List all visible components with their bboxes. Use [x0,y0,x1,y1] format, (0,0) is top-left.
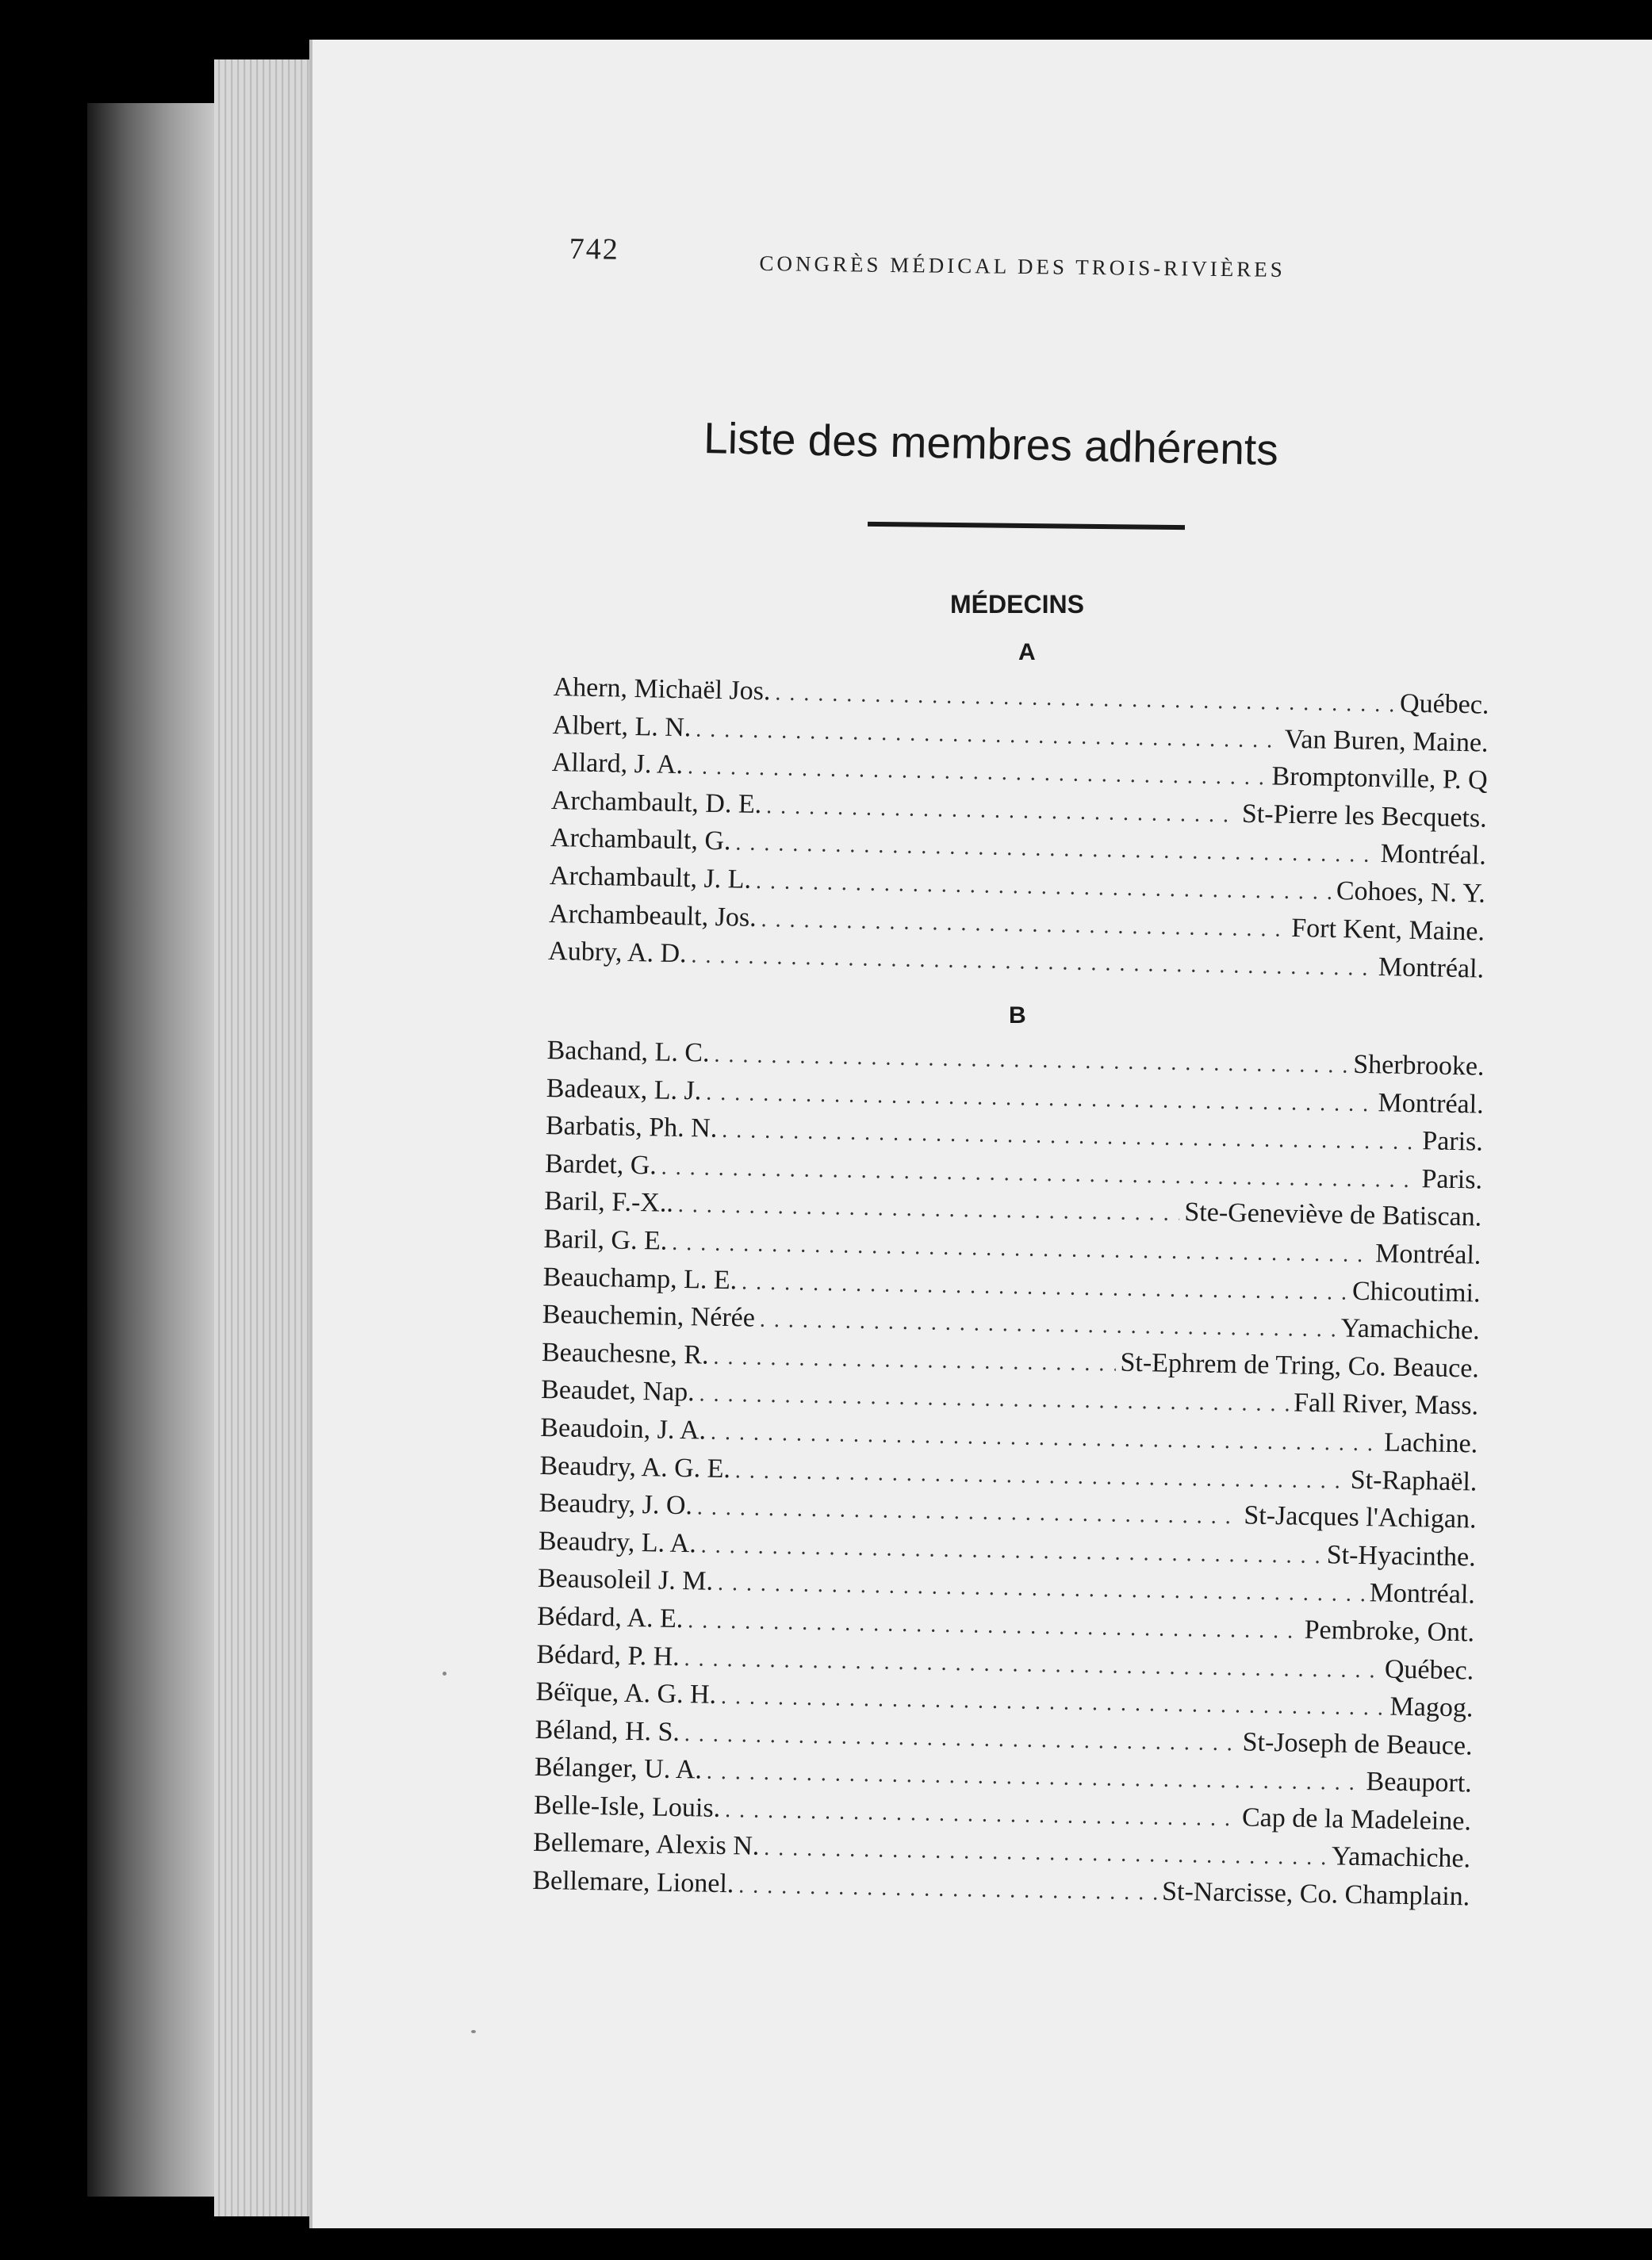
list-item: Beaudry, L. A. . . . St-Hyacinthe. [538,1526,1476,1580]
list-item: Beaudoin, J. A. . . . Lachine. [540,1413,1478,1467]
list-item: Beauchemin, Nérée . . . Yamachiche. [542,1300,1480,1354]
list-item: Archambault, D. E. . . . St-Pierre les Becquets. [550,786,1487,841]
speck-mark [443,1672,447,1676]
section-heading: MÉDECINS [950,590,1084,619]
list-item: Allard, J. A. . . . Bromptonville, P. Q [551,748,1488,803]
speck-mark [471,2030,476,2033]
list-item: Béïque, A. G. H. . . . Magog. [535,1677,1474,1731]
list-item: Beauchamp, L. E. . . . Chicoutimi. [542,1262,1481,1316]
list-item: Ahern, Michaël Jos. . . . Québec. [553,672,1489,728]
group-b-entries [532,1036,1485,1920]
list-item: Beaudry, A. G. E. . . . St-Raphaël. [539,1450,1478,1504]
list-item: Archambault, J. L. . . . Cohoes, N. Y. [550,861,1486,917]
list-item: Beausoleil J. M. . . . Montréal. [538,1564,1476,1618]
running-head [569,232,1347,289]
list-item: Bédard, P. H. . . . Québec. [536,1639,1474,1693]
group-letter-a: A [1018,639,1036,665]
list-item: Bellemare, Alexis N. . . . Yamachiche. [533,1828,1471,1882]
list-item: Archambeault, Jos. . . . Fort Kent, Maine. [549,899,1485,955]
page-number: 742 [569,232,619,266]
list-item: Bachand, L. C. . . . Sherbrooke. [546,1036,1485,1090]
list-item: Archambault, G. . . . Montréal. [550,823,1486,879]
book-edge-shadow [87,103,214,2197]
list-title: Liste des membres adhérents [703,412,1279,475]
list-item: Bélanger, U. A. . . . Beauport. [534,1752,1472,1806]
group-a-entries [548,672,1489,992]
list-item: Béland, H. S. . . . St-Joseph de Beauce. [535,1715,1473,1769]
group-letter-b: B [1009,1002,1026,1028]
list-item: Beaudet, Nap. . . . Fall River, Mass. [541,1375,1479,1429]
list-item: Badeaux, L. J. . . . Montréal. [546,1074,1484,1128]
page-stack-edges [214,59,309,2216]
list-item: Baril, G. E. . . . Montréal. [543,1224,1481,1278]
list-item: Belle-Isle, Louis. . . . Cap de la Madeleine. [534,1791,1472,1844]
list-item: Beauchesne, R. . . . St-Ephrem de Tring, Co. Beauce. [542,1338,1480,1392]
list-item: Bellemare, Lionel. . . . St-Narcisse, Co. Champlain. [532,1866,1470,1920]
list-item: Bédard, A. E. . . . Pembroke, Ont. [537,1602,1475,1656]
list-item: Bardet, G. . . . Paris. [545,1149,1483,1203]
list-item: Beaudry, J. O. . . . St-Jacques l'Achigan. [539,1488,1477,1542]
list-item: Baril, F.-X.. . . . Ste-Geneviève de Batiscan. [544,1186,1482,1240]
running-title: CONGRÈS MÉDICAL DES TROIS-RIVIÈRES [759,251,1286,282]
list-item: Aubry, A. D. . . . Montréal. [548,937,1485,992]
list-item: Albert, L. N. . . . Van Buren, Maine. [552,711,1489,766]
list-item: Barbatis, Ph. N. . . . Paris. [546,1111,1484,1165]
